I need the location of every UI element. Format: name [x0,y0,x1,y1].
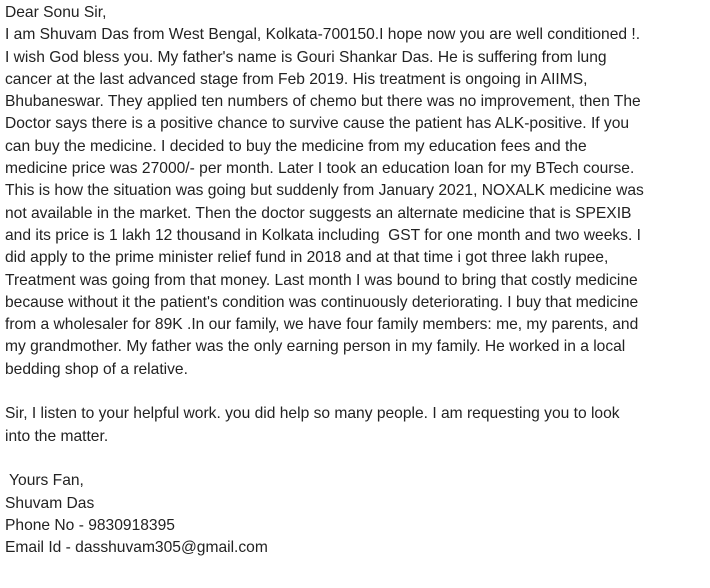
body-line: cancer at the last advanced stage from Feb 2019. His treatment is ongoing in AIIMS, [5,70,588,88]
body-line: can buy the medicine. I decided to buy the medicine from my education fees and the [5,137,587,155]
sender-name: Shuvam Das [5,494,95,512]
salutation: Dear Sonu Sir, [5,4,107,21]
body-line: not available in the market. Then the doctor suggests an alternate medicine that is SPEXIB [5,204,632,222]
body-line: Bhubaneswar. They applied ten numbers of chemo but there was no improvement, then The [5,93,641,111]
body-line: Treatment was going from that money. Last month I was bound to bring that costly medicine [5,271,638,289]
request-line: into the matter. [5,427,109,445]
email-address: Email Id - dasshuvam305@gmail.com [5,539,268,557]
request-paragraph [5,403,705,448]
body-paragraph [5,24,705,381]
body-line: I am Shuvam Das from West Bengal, Kolkata-700150.I hope now you are well conditioned !. [5,26,641,44]
body-line: because without it the patient's condition was continuously deteriorating. I buy that medicine [5,293,639,311]
body-line: medicine price was 27000/- per month. Later I took an education loan for my BTech course. [5,160,635,178]
body-line: and its price is 1 lakh 12 thousand in Kolkata including GST for one month and two weeks. I [5,226,641,244]
body-line: from a wholesaler for 89K .In our family, we have four family members: me, my parents, and [5,316,639,334]
signature-block [5,470,705,559]
letter [5,2,705,559]
phone-number: Phone No - 9830918395 [5,516,175,534]
body-line: Doctor says there is a positive chance to survive cause the patient has ALK-positive. If you [5,115,630,133]
body-line: did apply to the prime minister relief fund in 2018 and at that time i got three lakh rupee, [5,249,609,267]
closing: Yours Fan, [5,472,84,490]
body-line: This is how the situation was going but suddenly from January 2021, NOXALK medicine was [5,182,644,200]
paragraph-spacer [5,448,705,470]
body-line: I wish God bless you. My father's name is Gouri Shankar Das. He is suffering from lung [5,48,607,66]
paragraph-spacer [5,381,705,403]
body-line: bedding shop of a relative. [5,360,188,378]
body-line: my grandmother. My father was the only earning person in my family. He worked in a local [5,338,626,356]
request-line: Sir, I listen to your helpful work. you did help so many people. I am requesting you to look [5,405,620,423]
